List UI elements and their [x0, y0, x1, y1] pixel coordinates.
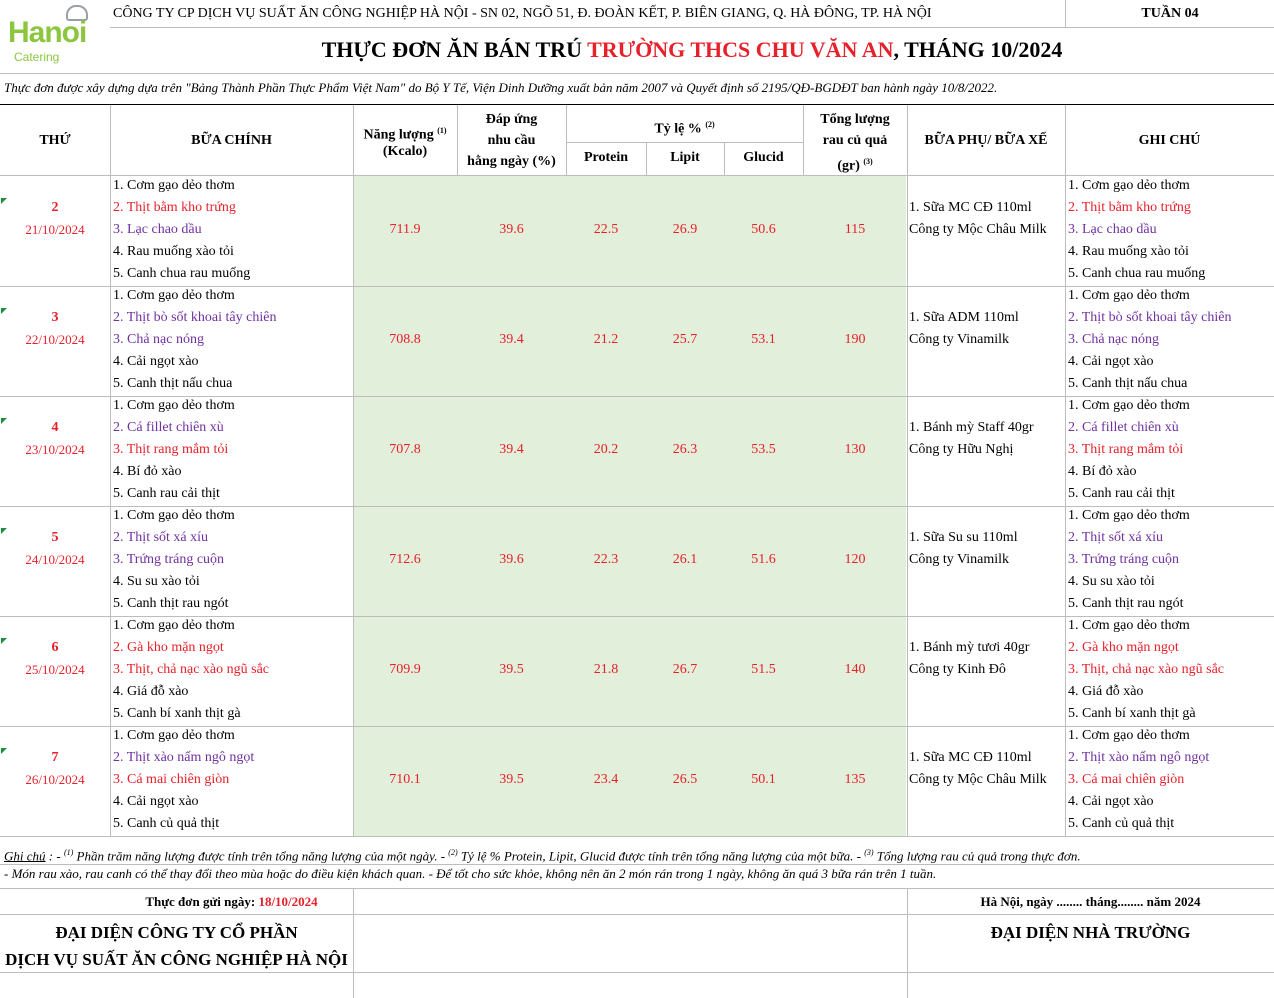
main-dish: 1. Cơm gạo dẻo thơm — [113, 618, 235, 633]
note-dish: 5. Canh rau cải thịt — [1068, 486, 1175, 501]
col-veg-sup: (3) — [863, 157, 873, 166]
lipit-value: 26.9 — [672, 222, 698, 237]
col-snack: BỮA PHỤ/ BỮA XẾ — [924, 133, 1048, 148]
lipit-value: 26.1 — [672, 552, 698, 567]
day-date: 23/10/2024 — [25, 442, 85, 457]
note-dish: 4. Giá đỗ xào — [1068, 684, 1144, 699]
main-dish: 3. Lạc chao dầu — [113, 222, 202, 237]
energy-value: 712.6 — [389, 552, 421, 567]
main-dish: 4. Giá đỗ xào — [113, 684, 189, 699]
day-number: 3 — [51, 310, 59, 325]
snack-supplier: Công ty Vinamilk — [909, 552, 1010, 567]
protein-value: 21.2 — [593, 332, 619, 347]
protein-value: 22.3 — [593, 552, 619, 567]
snack-supplier: Công ty Kinh Đô — [909, 662, 1006, 677]
note-dish: 1. Cơm gạo dẻo thơm — [1068, 398, 1190, 413]
glucid-value: 50.1 — [751, 772, 776, 787]
note-dish: 1. Cơm gạo dẻo thơm — [1068, 508, 1190, 523]
energy-value: 708.8 — [389, 332, 421, 347]
main-dish: 1. Cơm gạo dẻo thơm — [113, 728, 235, 743]
veg-value: 190 — [844, 332, 866, 347]
main-dish: 2. Thịt sốt xá xíu — [113, 530, 209, 545]
glucid-value: 51.5 — [751, 662, 776, 677]
meet-value: 39.6 — [499, 552, 524, 567]
protein-value: 23.4 — [593, 772, 619, 787]
col-veg-1: Tổng lượng — [820, 112, 890, 127]
note-dish: 2. Thịt xào nấm ngô ngọt — [1068, 750, 1210, 765]
col-meet-1: Đáp ứng — [485, 112, 538, 127]
energy-value: 707.8 — [389, 442, 421, 457]
veg-value: 130 — [844, 442, 866, 457]
col-veg-3 — [803, 152, 907, 177]
logo-text: Hanoi — [8, 16, 87, 49]
company-address: CÔNG TY CP DỊCH VỤ SUẤT ĂN CÔNG NGHIỆP HÀ NỘI - SN 02, NGÕ 51, Đ. ĐOÀN KẾT, P. BIÊN GIANG, Q. HÀ ĐÔNG, TP. HÀ NỘI — [113, 6, 932, 21]
day-number: 7 — [51, 750, 59, 765]
note-dish: 1. Cơm gạo dẻo thơm — [1068, 728, 1190, 743]
snack-item: 1. Sữa ADM 110ml — [909, 310, 1019, 325]
main-dish: 2. Gà kho mặn ngọt — [113, 640, 224, 655]
col-glucid: Glucid — [743, 150, 784, 165]
note-dish: 1. Cơm gạo dẻo thơm — [1068, 288, 1190, 303]
col-ratio — [566, 115, 803, 140]
snack-supplier: Công ty Hữu Nghị — [909, 442, 1014, 457]
day-number: 2 — [51, 200, 59, 215]
veg-value: 140 — [844, 662, 866, 677]
protein-value: 20.2 — [593, 442, 619, 457]
snack-item: 1. Sữa Su su 110ml — [909, 530, 1018, 545]
sent-label: Thực đơn gửi ngày: — [145, 894, 259, 909]
main-dish: 4. Su su xào tỏi — [113, 574, 200, 589]
note-dish: 3. Lạc chao dầu — [1068, 222, 1157, 237]
energy-value: 710.1 — [389, 772, 421, 787]
lipit-value: 26.7 — [672, 662, 698, 677]
day-date: 25/10/2024 — [25, 662, 85, 677]
main-dish: 5. Canh củ quả thịt — [113, 816, 220, 831]
meet-value: 39.4 — [499, 442, 524, 457]
col-protein: Protein — [583, 150, 629, 165]
veg-value: 115 — [844, 222, 866, 237]
page-title — [110, 36, 1274, 64]
note-dish: 5. Canh chua rau muống — [1068, 266, 1206, 281]
main-dish: 1. Cơm gạo dẻo thơm — [113, 178, 235, 193]
note-dish: 5. Canh bí xanh thịt gà — [1068, 706, 1196, 721]
lipit-value: 25.7 — [672, 332, 698, 347]
col-ratio-sup: (2) — [705, 120, 715, 129]
company-rep-1: ĐẠI DIỆN CÔNG TY CỔ PHẦN — [55, 923, 298, 942]
main-dish: 3. Thịt, chả nạc xào ngũ sắc — [113, 662, 270, 677]
main-dish: 2. Thịt bò sốt khoai tây chiên — [113, 310, 277, 325]
main-dish: 4. Bí đỏ xào — [113, 464, 182, 479]
snack-item: 1. Bánh mỳ tươi 40gr — [909, 640, 1030, 655]
notes-label: Ghi chú — [4, 848, 46, 864]
note-dish: 4. Rau muống xào tỏi — [1068, 244, 1189, 259]
note-dish: 2. Cá fillet chiên xù — [1068, 420, 1179, 435]
glucid-value: 53.5 — [751, 442, 776, 457]
main-dish: 5. Canh chua rau muống — [113, 266, 251, 281]
main-dish: 2. Cá fillet chiên xù — [113, 420, 224, 435]
company-logo — [4, 4, 108, 66]
note-dish: 2. Thịt sốt xá xíu — [1068, 530, 1164, 545]
col-lipit: Lipit — [670, 150, 700, 165]
main-dish: 4. Cải ngọt xào — [113, 354, 199, 369]
meet-value: 39.4 — [499, 332, 524, 347]
note-dish: 3. Thịt rang mắm tỏi — [1068, 442, 1184, 457]
title-prefix: THỰC ĐƠN ĂN BÁN TRÚ — [321, 37, 588, 62]
lipit-value: 26.3 — [672, 442, 698, 457]
title-suffix: , THÁNG 10/2024 — [893, 37, 1063, 62]
notes-line-1: Ghi chú : - $^{(1)}$ Phần trăm năng lượng được tính trên tổng năng lượng của một ngày. - $^{(2)}$ Tỷ lệ % Protein, Lipit, Glucid được tính trên tổng năng lượng của một bữa. - $^{(3)}$ Tổng lượng rau củ quả trong thực đơn. — [4, 848, 1081, 864]
col-main-meal: BỮA CHÍNH — [191, 133, 272, 148]
col-day: THỨ — [39, 133, 71, 148]
col-meet-2: nhu cầu — [487, 133, 536, 148]
energy-value: 711.9 — [389, 222, 421, 237]
glucid-value: 51.6 — [751, 552, 776, 567]
day-date: 22/10/2024 — [25, 332, 85, 347]
week-label: TUẦN 04 — [1141, 6, 1199, 21]
main-dish: 2. Thịt bằm kho trứng — [113, 200, 236, 215]
note-dish: 2. Thịt bằm kho trứng — [1068, 200, 1191, 215]
col-meet-3: hằng ngày (%) — [467, 154, 556, 169]
main-dish: 1. Cơm gạo dẻo thơm — [113, 288, 235, 303]
protein-value: 22.5 — [593, 222, 619, 237]
note-dish: 3. Cá mai chiên giòn — [1068, 772, 1185, 787]
main-dish: 1. Cơm gạo dẻo thơm — [113, 398, 235, 413]
main-dish: 5. Canh thịt nấu chua — [113, 376, 233, 391]
note-dish: 4. Cải ngọt xào — [1068, 354, 1154, 369]
meet-value: 39.5 — [499, 662, 524, 677]
note-dish: 4. Bí đỏ xào — [1068, 464, 1137, 479]
snack-supplier: Công ty Vinamilk — [909, 332, 1010, 347]
note-dish: 3. Chả nạc nóng — [1068, 332, 1159, 347]
main-dish: 5. Canh bí xanh thịt gà — [113, 706, 241, 721]
note-dish: 1. Cơm gạo dẻo thơm — [1068, 618, 1190, 633]
day-number: 6 — [51, 640, 59, 655]
meet-value: 39.5 — [499, 772, 524, 787]
school-name: TRƯỜNG THCS CHU VĂN AN — [587, 37, 894, 62]
main-dish: 3. Thịt rang mắm tỏi — [113, 442, 229, 457]
sent-date — [110, 892, 353, 912]
main-dish: 3. Chả nạc nóng — [113, 332, 204, 347]
col-energy-sup: (1) — [437, 126, 447, 135]
snack-item: 1. Sữa MC CĐ 110ml — [909, 200, 1032, 215]
snack-supplier: Công ty Mộc Châu Milk — [909, 772, 1047, 787]
note-dish: 2. Gà kho mặn ngọt — [1068, 640, 1179, 655]
main-dish: 1. Cơm gạo dẻo thơm — [113, 508, 235, 523]
protein-value: 21.8 — [593, 662, 619, 677]
day-date: 21/10/2024 — [25, 222, 85, 237]
logo-subtext: Catering — [14, 50, 60, 64]
day-number: 5 — [51, 530, 59, 545]
note-dish: 2. Thịt bò sốt khoai tây chiên — [1068, 310, 1232, 325]
meet-value: 39.6 — [499, 222, 524, 237]
col-ratio-label: Tỷ lệ % — [654, 121, 702, 137]
col-veg-2: rau củ quả — [822, 133, 888, 148]
main-dish: 5. Canh rau cải thịt — [113, 486, 220, 501]
col-note: GHI CHÚ — [1138, 133, 1201, 148]
main-dish: 2. Thịt xào nấm ngô ngọt — [113, 750, 255, 765]
note-dish: 1. Cơm gạo dẻo thơm — [1068, 178, 1190, 193]
note-dish: 4. Cải ngọt xào — [1068, 794, 1154, 809]
col-energy-unit: (Kcalo) — [382, 144, 428, 159]
day-date: 24/10/2024 — [25, 552, 85, 567]
note-dish: 5. Canh củ quả thịt — [1068, 816, 1175, 831]
snack-item: 1. Sữa MC CĐ 110ml — [909, 750, 1032, 765]
note-dish: 3. Trứng tráng cuộn — [1068, 552, 1180, 567]
energy-value: 709.9 — [389, 662, 421, 677]
main-dish: 4. Cải ngọt xào — [113, 794, 199, 809]
veg-value: 135 — [844, 772, 866, 787]
note-dish: 4. Su su xào tỏi — [1068, 574, 1155, 589]
note-dish: 5. Canh thịt rau ngót — [1068, 596, 1184, 611]
main-dish: 3. Trứng tráng cuộn — [113, 552, 225, 567]
sent-date-value: 18/10/2024 — [258, 894, 318, 909]
col-energy-label: Năng lượng — [363, 127, 434, 143]
menu-basis: Thực đơn được xây dựng dựa trên "Bảng Thành Phần Thực Phẩm Việt Nam" do Bộ Y Tế, Viện Dinh Dưỡng xuất bản năm 2007 và Quyết định số 2195/QĐ-BGDĐT ban hành ngày 10/8/2022. — [4, 80, 998, 95]
notes-line-2: - Món rau xào, rau canh có thể thay đổi theo mùa hoặc do điều kiện khách quan. - Để tốt cho sức khỏe, không nên ăn 2 món rán trong 1 ngày, không ăn quá 3 bữa rán trên 1 tuần. — [4, 866, 937, 881]
glucid-value: 50.6 — [751, 222, 776, 237]
school-rep: ĐẠI DIỆN NHÀ TRƯỜNG — [990, 923, 1191, 942]
note-dish: 3. Thịt, chả nạc xào ngũ sắc — [1068, 662, 1225, 677]
veg-value: 120 — [844, 552, 866, 567]
glucid-value: 53.1 — [751, 332, 776, 347]
main-dish: 3. Cá mai chiên giòn — [113, 772, 230, 787]
snack-item: 1. Bánh mỳ Staff 40gr — [909, 420, 1034, 435]
main-dish: 4. Rau muống xào tỏi — [113, 244, 234, 259]
day-date: 26/10/2024 — [25, 772, 85, 787]
place-date: Hà Nội, ngày ........ tháng........ năm 2024 — [980, 894, 1201, 909]
note-dish: 5. Canh thịt nấu chua — [1068, 376, 1188, 391]
snack-supplier: Công ty Mộc Châu Milk — [909, 222, 1047, 237]
main-dish: 5. Canh thịt rau ngót — [113, 596, 229, 611]
company-rep-2: DỊCH VỤ SUẤT ĂN CÔNG NGHIỆP HÀ NỘI — [5, 950, 348, 969]
day-number: 4 — [51, 420, 59, 435]
lipit-value: 26.5 — [672, 772, 698, 787]
col-veg-unit: (gr) — [837, 158, 860, 174]
